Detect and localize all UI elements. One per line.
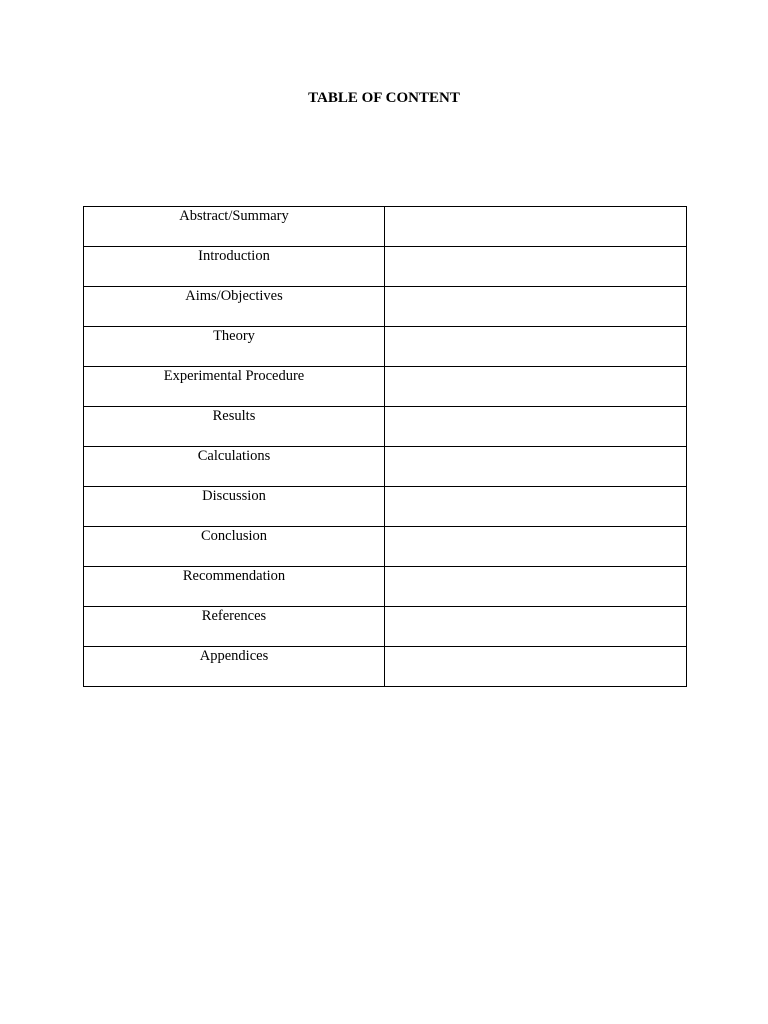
- table-row: [84, 327, 687, 367]
- toc-entry-page: [385, 367, 687, 407]
- toc-entry-label: Calculations: [84, 447, 385, 487]
- table-row: [84, 367, 687, 407]
- toc-entry-label: Conclusion: [84, 527, 385, 567]
- toc-entry-page: [385, 287, 687, 327]
- toc-entry-label: Theory: [84, 327, 385, 367]
- toc-entry-page: [385, 487, 687, 527]
- table-row: [84, 247, 687, 287]
- toc-entry-label: Aims/Objectives: [84, 287, 385, 327]
- toc-entry-page: [385, 407, 687, 447]
- table-row: [84, 527, 687, 567]
- table-row: [84, 647, 687, 687]
- toc-entry-label: Appendices: [84, 647, 385, 687]
- table-row: [84, 207, 687, 247]
- toc-entry-label: Results: [84, 407, 385, 447]
- table-row: [84, 567, 687, 607]
- toc-entry-page: [385, 647, 687, 687]
- table-row: [84, 287, 687, 327]
- toc-entry-page: [385, 247, 687, 287]
- toc-entry-label: Introduction: [84, 247, 385, 287]
- toc-entry-page: [385, 327, 687, 367]
- toc-entry-label: Abstract/Summary: [84, 207, 385, 247]
- toc-entry-page: [385, 447, 687, 487]
- table-of-contents: [83, 206, 687, 687]
- toc-entry-page: [385, 567, 687, 607]
- table-row: [84, 407, 687, 447]
- toc-entry-label: Experimental Procedure: [84, 367, 385, 407]
- toc-entry-label: References: [84, 607, 385, 647]
- page-title: TABLE OF CONTENT: [308, 90, 460, 106]
- toc-entry-label: Recommendation: [84, 567, 385, 607]
- toc-entry-label: Discussion: [84, 487, 385, 527]
- table-row: [84, 487, 687, 527]
- toc-entry-page: [385, 607, 687, 647]
- table-row: [84, 607, 687, 647]
- table-row: [84, 447, 687, 487]
- toc-entry-page: [385, 207, 687, 247]
- toc-entry-page: [385, 527, 687, 567]
